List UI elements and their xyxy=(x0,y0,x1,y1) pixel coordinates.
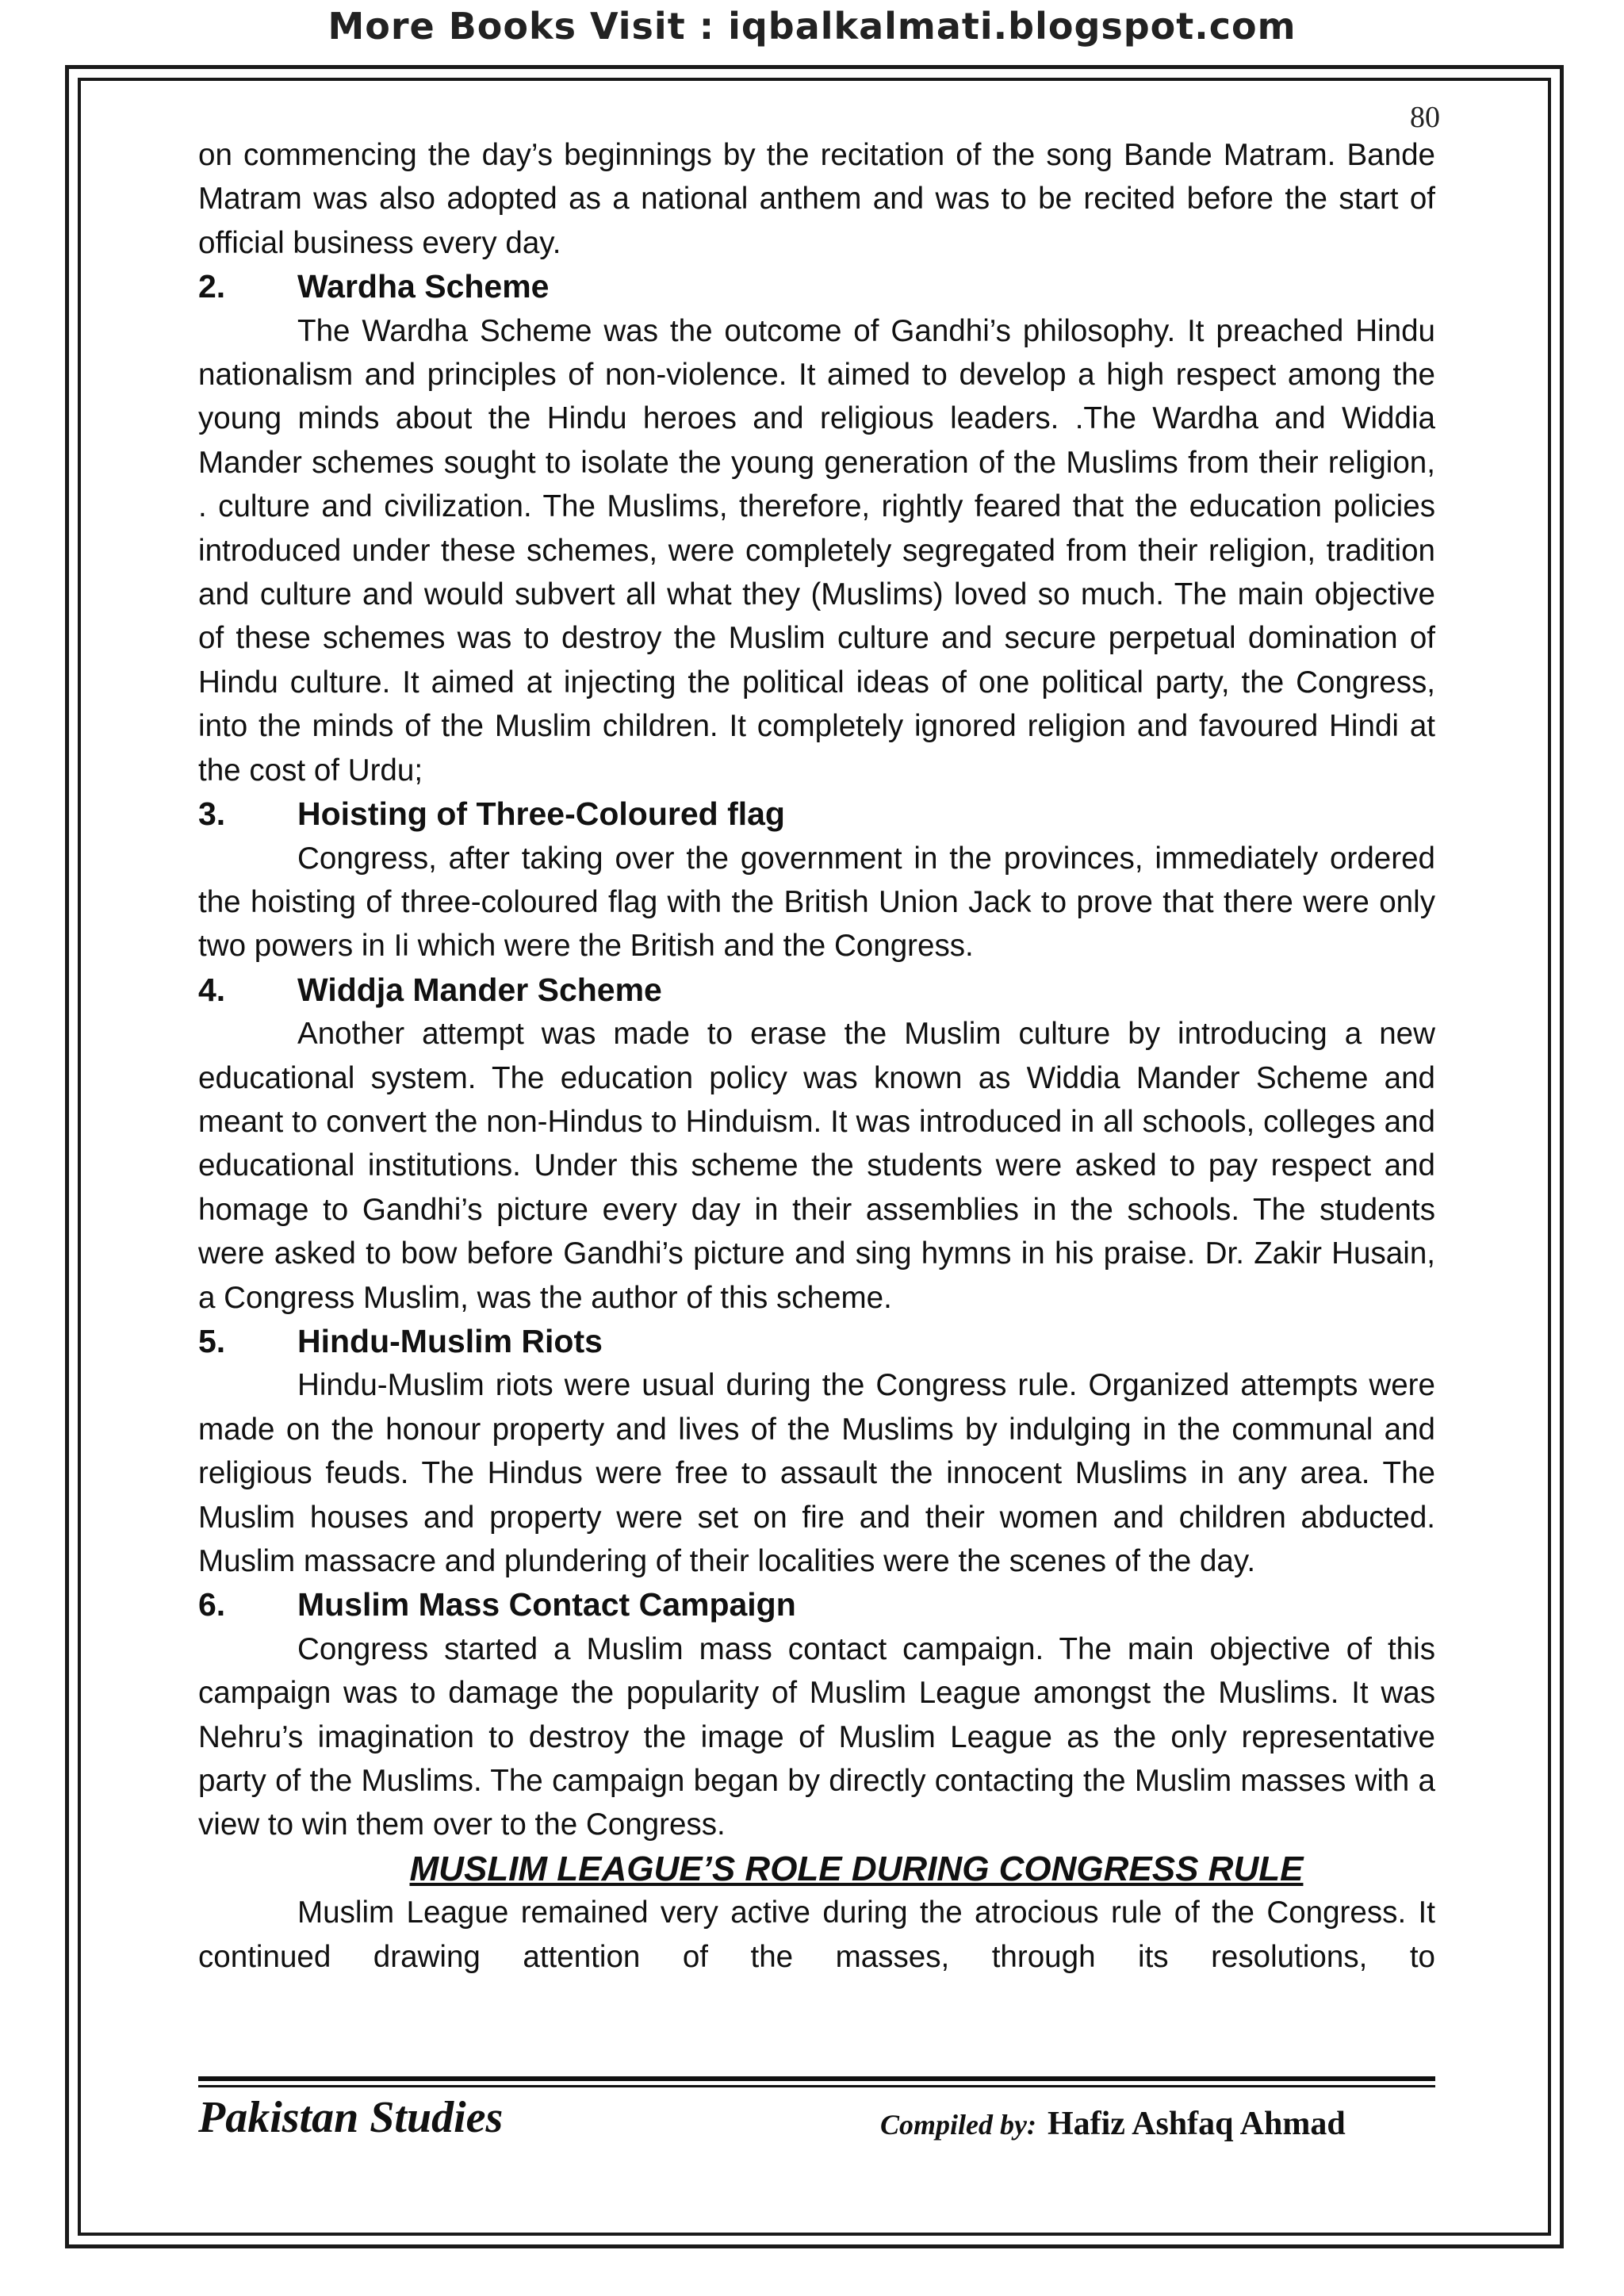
page-content xyxy=(198,133,1435,1979)
section-paragraph-flag: Congress, after taking over the government in the provinces, immediately ordered the hoisting of three-coloured flag with the British Union Jack to prove that there were only two powers in Ii which were the British and the Congress. xyxy=(198,841,1435,964)
section-paragraph-wardha: The Wardha Scheme was the outcome of Gandhi’s philosophy. It preached Hindu nationalism and principles of non-violence. It aimed to develop a high respect among the young minds about the Hindu heroes and religious leaders. .The Wardha and Widdia Mander schemes sought to isolate the young generation of the Muslims from their religion, . culture and civilization. The Muslims, therefore, rightly feared that the education policies introduced under these schemes, were completely segregated from their religion, tradition and culture and would subvert all what they (Muslims) loved so much. The main objective of these schemes was to destroy the Muslim culture and secure perpetual domination of Hindu culture. It aimed at injecting the political ideas of one political party, the Congress, into the minds of the Muslim children. It completely ignored religion and favoured Hindi at the cost of Urdu; xyxy=(198,313,1435,788)
section-title: Hindu-Muslim Riots xyxy=(297,1322,603,1359)
compiler-credit xyxy=(880,2105,1346,2143)
section-title: Widdja Mander Scheme xyxy=(297,971,662,1008)
section-heading-riots xyxy=(198,1320,1435,1363)
section-paragraph-widdja: Another attempt was made to erase the Muslim culture by introducing a new educational system. The education policy was known as Widdia Mander Scheme and meant to convert the non-Hindus to Hinduism. It was introduced in all schools, colleges and educational institutions. Under this scheme the students were asked to pay respect and homage to Gandhi’s picture every day in their assemblies in the schools. The students were asked to bow before Gandhi’s picture and sing hymns in his praise. Dr. Zakir Husain, a Congress Muslim, was the author of this scheme. xyxy=(198,1017,1435,1315)
section-number: 5. xyxy=(198,1322,226,1359)
book-title: Pakistan Studies xyxy=(198,2093,504,2142)
section-heading-wardha xyxy=(198,265,1435,309)
section-number: 4. xyxy=(198,971,226,1008)
section-heading-flag xyxy=(198,792,1435,836)
intro-paragraph: on commencing the day’s beginnings by the recitation of the song Bande Matram. Bande Matram was also adopted as a national anthem and was to be recited before the start of official business every day. xyxy=(198,138,1435,260)
section-title: Wardha Scheme xyxy=(297,268,550,305)
compiled-by-label: Compiled by: xyxy=(880,2109,1036,2141)
footer-rule-thick xyxy=(198,2076,1435,2081)
page-number: 80 xyxy=(1410,101,1440,134)
section-title: Hoisting of Three-Coloured flag xyxy=(297,795,785,833)
section-number: 6. xyxy=(198,1586,226,1623)
section-paragraph-riots: Hindu-Muslim riots were usual during the Congress rule. Organized attempts were made on the honour property and lives of the Muslims by indulging in the communal and religious feuds. The Hindus were free to assault the innocent Muslims in any area. The Muslim houses and property were set on fire and their women and children abducted. Muslim massacre and plundering of their localities were the scenes of the day. xyxy=(198,1368,1435,1578)
section-number: 3. xyxy=(198,795,226,833)
site-banner: More Books Visit : iqbalkalmati.blogspot.com xyxy=(327,5,1297,48)
section-heading-widdja xyxy=(198,968,1435,1012)
section-title: Muslim Mass Contact Campaign xyxy=(297,1586,796,1623)
section-heading-mass-contact xyxy=(198,1583,1435,1627)
section-paragraph-mass-contact: Congress started a Muslim mass contact campaign. The main objective of this campaign was to damage the popularity of Muslim League amongst the Muslims. It was Nehru’s imagination to destroy the image of Muslim League as the only representative party of the Muslims. The campaign began by directly contacting the Muslim masses with a view to win them over to the Congress. xyxy=(198,1631,1435,1842)
author-name: Hafiz Ashfaq Ahmad xyxy=(1047,2106,1346,2142)
footer-rule-thin xyxy=(198,2085,1435,2087)
chapter-subheading: MUSLIM LEAGUE’S ROLE DURING CONGRESS RULE xyxy=(409,1849,1304,1888)
section-number: 2. xyxy=(198,268,226,305)
closing-paragraph: Muslim League remained very active during the atrocious rule of the Congress. It continued drawing attention of the masses, through its resolutions, to xyxy=(198,1895,1435,1974)
